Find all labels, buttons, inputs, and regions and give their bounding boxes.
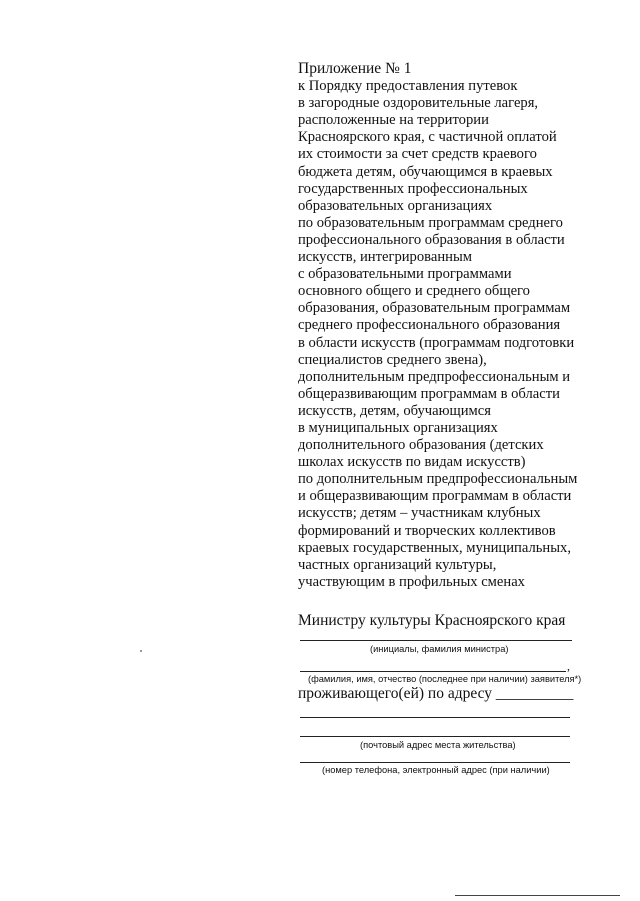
appendix-line: среднего профессионального образования (298, 317, 561, 334)
appendix-line: общеразвивающим программам в области (298, 385, 560, 402)
applicant-caption: (фамилия, имя, отчество (последнее при наличии) заявителя*) (308, 674, 582, 684)
appendix-line: дополнительного образования (детских (298, 437, 544, 454)
minister-name-field (300, 640, 572, 641)
footnote-rule (455, 895, 620, 896)
appendix-line: в загородные оздоровительные лагеря, (298, 95, 539, 112)
appendix-line: участвующим в профильных сменах (298, 573, 525, 590)
appendix-line: по дополнительным предпрофессиональным (298, 471, 578, 488)
contact-caption: (номер телефона, электронный адрес (при наличии) (322, 765, 550, 775)
appendix-line: искусств; детям – участникам клубных (298, 505, 541, 522)
appendix-line: по образовательным программам среднего (298, 214, 563, 231)
appendix-line: к Порядку предоставления путевок (298, 78, 518, 95)
applicant-comma: , (567, 659, 570, 673)
appendix-line: школах искусств по видам искусств) (298, 454, 526, 471)
appendix-line: образовательных организациях (298, 197, 493, 214)
addressee-line: Министру культуры Красноярского края (298, 612, 566, 629)
appendix-line: расположенные на территории (298, 112, 489, 129)
appendix-line: в области искусств (программам подготовки (298, 334, 575, 351)
appendix-line: основного общего и среднего общего (298, 283, 530, 300)
appendix-line: и общеразвивающим программам в области (298, 488, 572, 505)
scan-speck (140, 650, 142, 652)
appendix-line: с образовательными программами (298, 266, 512, 283)
appendix-line: профессионального образования в области (298, 231, 565, 248)
address-field-1 (300, 717, 570, 718)
appendix-title: Приложение № 1 (298, 60, 412, 77)
appendix-line: искусств, интегрированным (298, 249, 472, 266)
appendix-line: образования, образовательным программам (298, 300, 571, 317)
applicant-name-field (300, 671, 566, 672)
contact-field (300, 762, 570, 763)
appendix-line: специалистов среднего звена), (298, 351, 487, 368)
appendix-line: Красноярского края, с частичной оплатой (298, 129, 557, 146)
address-caption: (почтовый адрес места жительства) (360, 740, 516, 750)
appendix-line: формирований и творческих коллективов (298, 522, 556, 539)
minister-caption: (инициалы, фамилия министра) (370, 644, 509, 654)
appendix-line: частных организаций культуры, (298, 556, 497, 573)
appendix-line: в муниципальных организациях (298, 419, 498, 436)
address-field-2 (300, 736, 570, 737)
appendix-line: бюджета детям, обучающимся в краевых (298, 163, 553, 180)
residing-label: проживающего(ей) по адресу __________ (298, 685, 574, 702)
appendix-line: искусств, детям, обучающимся (298, 402, 491, 419)
appendix-line: дополнительным предпрофессиональным и (298, 368, 571, 385)
appendix-line: их стоимости за счет средств краевого (298, 146, 537, 163)
appendix-header (298, 60, 618, 591)
appendix-line: краевых государственных, муниципальных, (298, 539, 571, 556)
appendix-line: государственных профессиональных (298, 180, 528, 197)
